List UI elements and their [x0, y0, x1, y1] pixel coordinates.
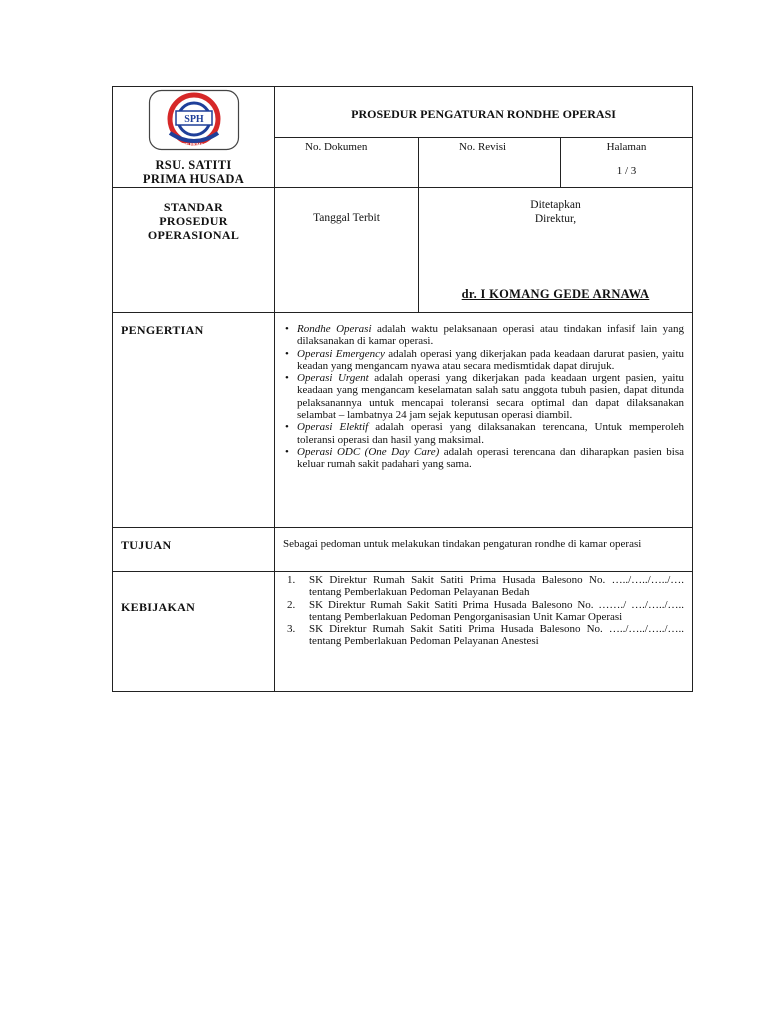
- ditetapkan-line1: Ditetapkan: [530, 199, 581, 211]
- ditetapkan-cell: [419, 188, 693, 313]
- svg-text:SPH: SPH: [183, 114, 204, 125]
- spo-line1: STANDAR: [163, 200, 224, 214]
- no-dokumen-label: No. Dokumen: [275, 138, 419, 188]
- kebijakan-item: 2. SK Direktur Rumah Sakit Satiti Prima Husada Balesono No. ……./ …./…../….. tentang Pemberlakuan Pedoman Pengorganisasian Unit Kamar Operasi: [287, 598, 685, 623]
- kebijakan-label: KEBIJAKAN: [113, 572, 275, 692]
- pengertian-item: • Operasi Urgent adalah operasi yang dikerjakan pada keadaan urgent pasien, yaitu keadaan yang mengancam keselamatan salah satu anggota tubuh pasien, dapat ditunda pelaksanannya untuk mencapai toleransi secara optimal dan dapat dilaksanakan selambat – lambatnya 24 jam sejak keputusan operasi diambil.: [297, 372, 684, 421]
- pengertian-content: [275, 313, 693, 528]
- halaman-value: 1 / 3: [616, 165, 637, 177]
- sop-table: [112, 86, 693, 692]
- pengertian-label: PENGERTIAN: [113, 313, 275, 528]
- pengertian-list: [275, 323, 692, 471]
- halaman-cell: [561, 138, 693, 188]
- pengertian-item: • Rondhe Operasi adalah waktu pelaksanaan operasi atau tindakan infasif lain yang dilaksanakan di kamar operasi.: [297, 323, 684, 348]
- hospital-name-line2: PRIMA HUSADA: [142, 172, 245, 186]
- ditetapkan-line2: Direktur,: [534, 213, 577, 225]
- sop-document: [112, 86, 692, 692]
- tanggal-terbit-label: Tanggal Terbit: [275, 188, 419, 313]
- svg-text:RSU SATITI PRIMA HUSADA: RSU SATITI PRIMA HUSADA: [165, 142, 222, 147]
- halaman-label: Halaman: [606, 141, 647, 153]
- spo-line2: PROSEDUR: [159, 214, 228, 228]
- spo-line3: OPERASIONAL: [147, 228, 240, 242]
- pengertian-item: • Operasi ODC (One Day Care) adalah operasi terencana dan diharapkan pasien bisa keluar rumah sakit padahari yang sama.: [297, 446, 684, 471]
- hospital-logo: [148, 89, 240, 151]
- hospital-identity-cell: [113, 87, 275, 188]
- document-title: PROSEDUR PENGATURAN RONDHE OPERASI: [275, 87, 693, 138]
- tujuan-label: TUJUAN: [113, 528, 275, 572]
- spo-label-cell: [113, 188, 275, 313]
- tujuan-text: Sebagai pedoman untuk melakukan tindakan pengaturan rondhe di kamar operasi: [275, 528, 693, 572]
- pengertian-item: • Operasi Emergency adalah operasi yang dikerjakan pada keadaan darurat pasien, yaitu keadan yang mengancam nyawa atau secara medismtidak dapat dirujuk.: [297, 348, 684, 373]
- hospital-name-line1: RSU. SATITI: [155, 158, 232, 172]
- director-name: dr. I KOMANG GEDE ARNAWA: [461, 287, 650, 301]
- kebijakan-item: 1. SK Direktur Rumah Sakit Satiti Prima Husada Balesono No. …../…../…../…. tentang Pemberlakuan Pedoman Pelayanan Bedah: [287, 574, 685, 599]
- kebijakan-content: [275, 572, 693, 692]
- no-revisi-label: No. Revisi: [419, 138, 561, 188]
- pengertian-item: • Operasi Elektif adalah operasi yang dilaksanakan terencana, Untuk memperoleh toleransi operasi dan hasil yang maksimal.: [297, 421, 684, 446]
- kebijakan-list: [275, 574, 692, 648]
- kebijakan-item: 3. SK Direktur Rumah Sakit Satiti Prima Husada Balesono No. …../…../…../….. tentang Pemberlakuan Pedoman Pelayanan Anestesi: [287, 623, 685, 648]
